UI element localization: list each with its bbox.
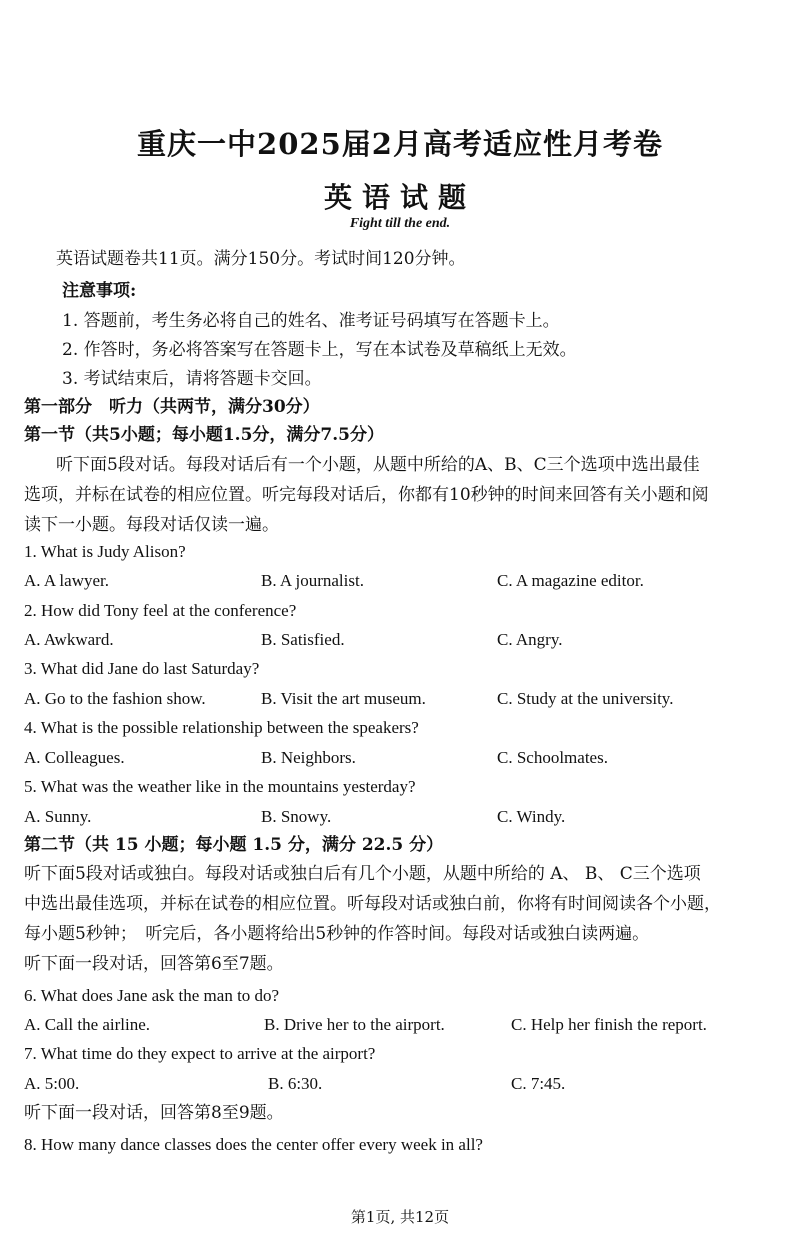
question-7: 7. What time do they expect to arrive at the airport? [24,1044,376,1063]
exam-title: 重庆一中2025届2月高考适应性月考卷 [137,127,663,161]
question-5: 5. What was the weather like in the mountains yesterday? [24,777,416,796]
motto: Fight till the end. [349,216,451,231]
q7-option-a: A. 5:00. [24,1074,80,1093]
page-footer: 第1页, 共12页 [350,1208,450,1226]
section1-heading: 第一节（共5小题；每小题1.5分，满分7.5分） [24,425,384,445]
intro-text: 英语试题卷共11页。满分150分。考试时间120分钟。 [56,249,466,269]
question-8: 8. How many dance classes does the center offer every week in all? [24,1135,483,1154]
section1-instructions-line-3: 读下一小题。每段对话仅读一遍。 [24,515,279,535]
q4-option-a: A. Colleagues. [24,748,125,767]
question-2: 2. How did Tony feel at the conference? [24,601,297,620]
q7-option-c: C. 7:45. [511,1074,566,1093]
q3-option-a: A. Go to the fashion show. [24,689,206,708]
q2-option-c: C. Angry. [497,630,563,649]
q2-option-b: B. Satisfied. [261,630,345,649]
q6-option-b: B. Drive her to the airport. [264,1015,445,1034]
question-3: 3. What did Jane do last Saturday? [24,659,260,678]
q1-option-a: A. A lawyer. [24,571,109,590]
question-6: 6. What does Jane ask the man to do? [24,986,280,1005]
question-4: 4. What is the possible relationship between the speakers? [24,718,419,737]
section1-instructions-line-1: 听下面5段对话。每段对话后有一个小题，从题中所给的A、B、C三个选项中选出最佳 [56,455,700,475]
q1-option-b: B. A journalist. [261,571,364,590]
notice-heading: 注意事项: [62,281,137,301]
section2-instructions-line-3: 每小题5秒钟； 听完后，各小题将给出5秒钟的作答时间。每段对话或独白读两遍。 [24,924,650,944]
q4-option-b: B. Neighbors. [261,748,356,767]
q7-option-b: B. 6:30. [268,1074,323,1093]
notice-item-1: 1. 答题前，考生务必将自己的姓名、准考证号码填写在答题卡上。 [62,311,560,331]
q3-option-c: C. Study at the university. [497,689,674,708]
group-2-instruction: 听下面一段对话，回答第8至9题。 [24,1103,284,1123]
question-1: 1. What is Judy Alison? [24,542,186,561]
q5-option-a: A. Sunny. [24,807,92,826]
group-1-instruction: 听下面一段对话，回答第6至7题。 [24,954,284,974]
q2-option-a: A. Awkward. [24,630,114,649]
section2-instructions-line-1: 听下面5段对话或独白。每段对话或独白后有几个小题，从题中所给的 A、 B、 C三个选项 [24,864,701,884]
q3-option-b: B. Visit the art museum. [261,689,426,708]
q4-option-c: C. Schoolmates. [497,748,608,767]
q6-option-a: A. Call the airline. [24,1015,151,1034]
q5-option-b: B. Snowy. [261,807,332,826]
q5-option-c: C. Windy. [497,807,566,826]
q6-option-c: C. Help her finish the report. [511,1015,707,1034]
section2-instructions-line-2: 中选出最佳选项，并标在试卷的相应位置。听每段对话或独白前，你将有时间阅读各个小题， [24,894,721,914]
exam-subtitle: 英语试题 [323,181,476,214]
section1-instructions-line-2: 选项，并标在试卷的相应位置。听完每段对话后，你都有10秒钟的时间来回答有关小题和阅 [24,485,709,505]
part1-heading: 第一部分 听力（共两节，满分30分） [24,397,320,417]
q1-option-c: C. A magazine editor. [497,571,644,590]
notice-item-2: 2. 作答时，务必将答案写在答题卡上，写在本试卷及草稿纸上无效。 [62,340,577,360]
section2-heading: 第二节（共 15 小题；每小题 1.5 分，满分 22.5 分） [24,835,444,855]
notice-item-3: 3. 考试结束后，请将答题卡交回。 [62,369,322,389]
